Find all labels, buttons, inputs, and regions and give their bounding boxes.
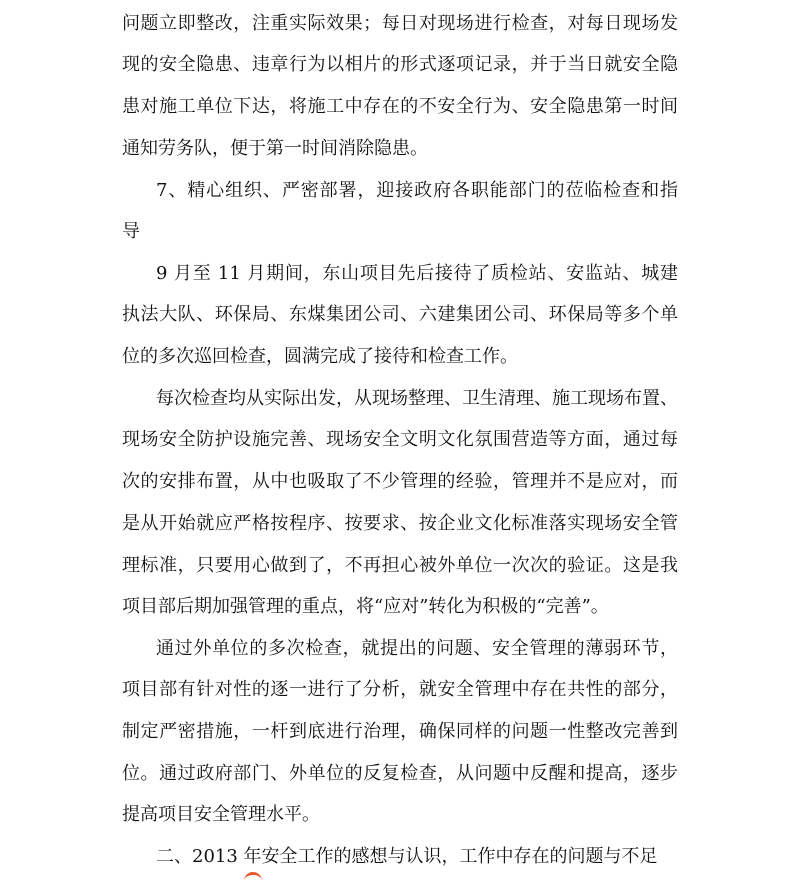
text-line-4: 通知劳务队，便于第一时间消除隐患。: [122, 138, 428, 159]
section-heading-2: 二、2013 年安全工作的感想与认识，工作中存在的问题与不足: [156, 846, 658, 867]
text-line-1: 问题立即整改，注重实际效果；每日对现场进行检查，对每日现场发: [122, 13, 678, 34]
text-line-10: 每次检查均从实际出发，从现场整理、卫生清理、施工现场布置、: [156, 388, 678, 409]
text-line-14: 理标准，只要用心做到了，不再担心被外单位一次次的验证。这是我: [122, 555, 678, 576]
text-line-17: 项目部有针对性的逐一进行了分析，就安全管理中存在共性的部分，: [122, 679, 678, 700]
text-line-19: 位。通过政府部门、外单位的反复检查，从问题中反醒和提高，逐步: [122, 763, 678, 784]
text-line-18: 制定严密措施，一杆到底进行治理，确保同样的问题一性整改完善到: [122, 721, 678, 742]
text-line-9: 位的多次巡回检查，圆满完成了接待和检查工作。: [122, 346, 518, 367]
text-line-15: 项目部后期加强管理的重点，将“应对”转化为积极的“完善”。: [122, 596, 609, 617]
text-line-20: 提高项目安全管理水平。: [122, 804, 320, 825]
text-line-16: 通过外单位的多次检查，就提出的问题、安全管理的薄弱环节，: [156, 638, 678, 659]
section-heading-7: 7、精心组织、严密部署，迎接政府各职能部门的莅临检查和指: [156, 180, 678, 201]
red-annotation-mark: [244, 872, 262, 885]
text-line-13: 是从开始就应严格按程序、按要求、按企业文化标准落实现场安全管: [122, 513, 678, 534]
text-line-2: 现的安全隐患、违章行为以相片的形式逐项记录，并于当日就安全隐: [122, 54, 678, 75]
text-line-11: 现场安全防护设施完善、现场安全文明文化氛围营造等方面，通过每: [122, 429, 678, 450]
text-line-12: 次的安排布置，从中也吸取了不少管理的经验，管理并不是应对，而: [122, 471, 678, 492]
text-line-7: 9 月至 11 月期间，东山项目先后接待了质检站、安监站、城建: [156, 263, 678, 284]
section-heading-7-cont: 导: [122, 221, 140, 242]
text-line-8: 执法大队、环保局、东煤集团公司、六建集团公司、环保局等多个单: [122, 304, 678, 325]
text-line-3: 患对施工单位下达，将施工中存在的不安全行为、安全隐患第一时间: [122, 96, 678, 117]
